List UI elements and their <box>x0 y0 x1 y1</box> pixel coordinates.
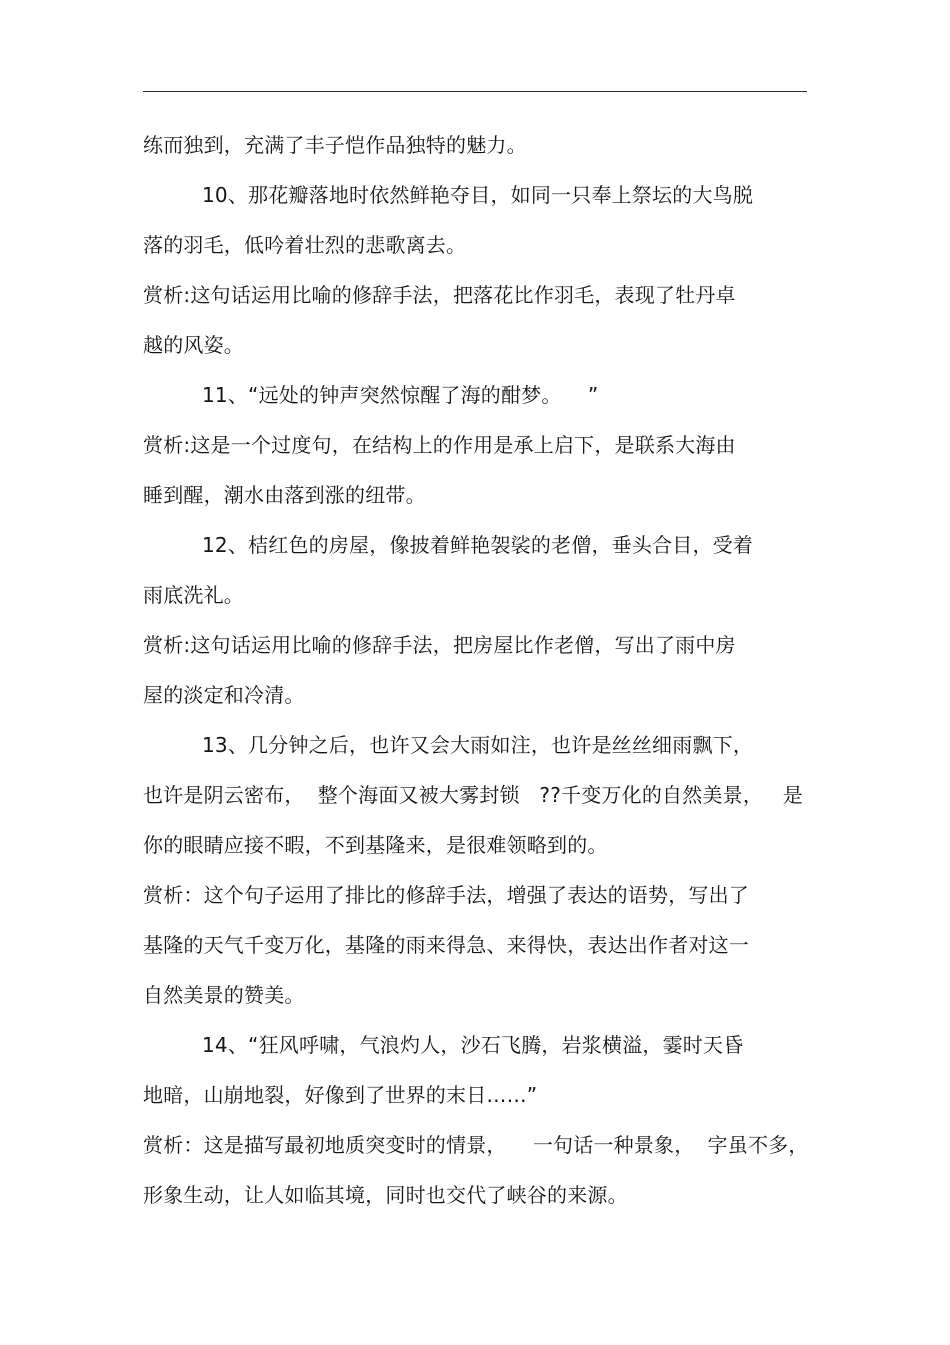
analysis-13-line-3: 自然美景的赞美。 <box>143 983 305 1007</box>
item-11-line-1: 11、“远处的钟声突然惊醒了海的酣梦。 ” <box>202 383 599 407</box>
analysis-13-line-2: 基隆的天气千变万化，基隆的雨来得急、来得快，表达出作者对这一 <box>143 933 749 957</box>
analysis-10-line-2: 越的风姿。 <box>143 333 244 357</box>
analysis-14-line-1: 赏析：这是描写最初地质突变时的情景， 一句话一种景象， 字虽不多， <box>143 1133 809 1157</box>
item-14-line-1: 14、“狂风呼啸，气浪灼人，沙石飞腾，岩浆横溢，霎时天昏 <box>202 1033 744 1057</box>
analysis-12-line-2: 屋的淡定和冷清。 <box>143 683 305 707</box>
item-13-line-1: 13、几分钟之后，也许又会大雨如注，也许是丝丝细雨飘下， <box>202 733 754 757</box>
item-10-line-2: 落的羽毛，低吟着壮烈的悲歌离去。 <box>143 233 467 257</box>
item-12-line-2: 雨底洗礼。 <box>143 583 244 607</box>
analysis-11-line-1: 赏析:这是一个过度句，在结构上的作用是承上启下，是联系大海由 <box>143 433 736 457</box>
item-14-line-2: 地暗，山崩地裂，好像到了世界的末日……” <box>143 1083 538 1107</box>
analysis-13-line-1: 赏析：这个句子运用了排比的修辞手法，增强了表达的语势，写出了 <box>143 883 749 907</box>
item-13-line-2: 也许是阴云密布， 整个海面又被大雾封锁 ??千变万化的自然美景， 是 <box>143 783 803 807</box>
item-10-line-1: 10、那花瓣落地时依然鲜艳夺目，如同一只奉上祭坛的大鸟脱 <box>202 183 754 207</box>
item-13-line-3: 你的眼睛应接不暇，不到基隆来，是很难领略到的。 <box>143 833 608 857</box>
text-line: 练而独到，充满了丰子恺作品独特的魅力。 <box>143 133 527 157</box>
analysis-12-line-1: 赏析:这句话运用比喻的修辞手法，把房屋比作老僧，写出了雨中房 <box>143 633 736 657</box>
analysis-10-line-1: 赏析:这句话运用比喻的修辞手法，把落花比作羽毛，表现了牡丹卓 <box>143 283 736 307</box>
item-12-line-1: 12、桔红色的房屋，像披着鲜艳袈裟的老僧，垂头合目，受着 <box>202 533 754 557</box>
analysis-11-line-2: 睡到醒，潮水由落到涨的纽带。 <box>143 483 426 507</box>
analysis-14-line-2: 形象生动，让人如临其境，同时也交代了峡谷的来源。 <box>143 1183 628 1207</box>
